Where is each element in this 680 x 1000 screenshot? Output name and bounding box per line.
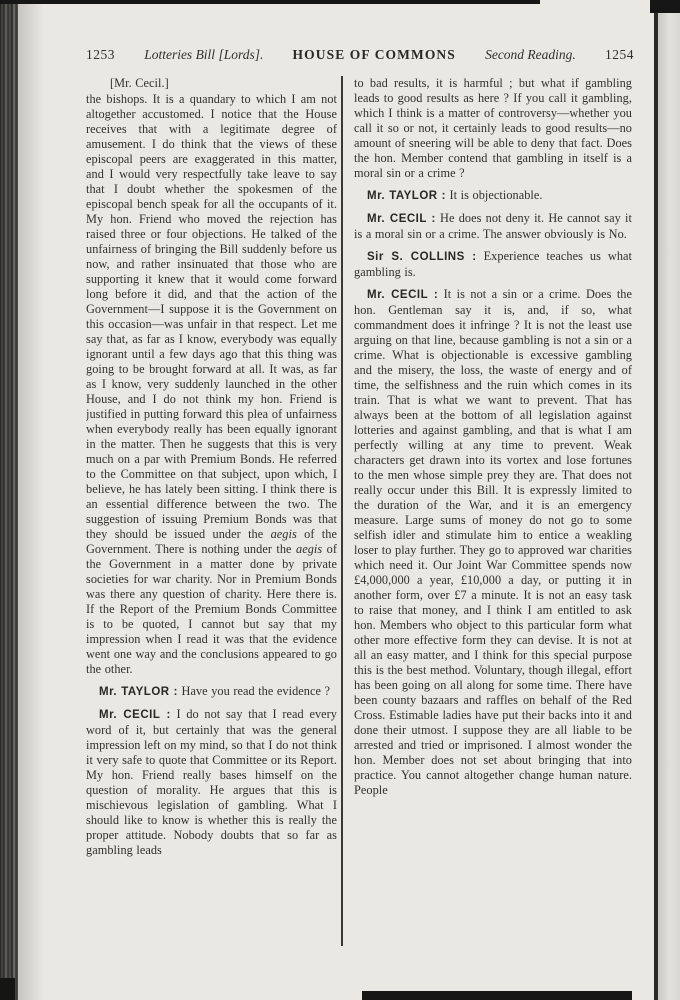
italic-text: aegis <box>270 527 297 541</box>
column-left <box>86 76 337 958</box>
scan-artifact-gutter-shadow <box>18 0 44 1000</box>
scan-artifact-top-edge <box>0 0 540 4</box>
speech-paragraph <box>354 188 632 204</box>
body-text: the bishops. It is a quandary to which I am not altogether accustomed. I notice that the House receives that with a legitimate degree of amusement. I do think that the views of these episcopal peers are exaggerated in this matter, and I would very respectfully take leave to say that I doubt whether the spokesmen of the episcopal bench speak for all the occupants of it. My hon. Friend who moved the rejection has raised three or four objections. He talked of the unfairness of bringing the Bill suddenly before us now, and rather insinuated that those who are supporting it knew that it would come forward long before it did, and that the action of the Government—I suppose it is the Government on this occasion—was unfair in that respect. Let me say that, as far as I know, everybody was equally ignorant until a few days ago that this thing was going to be brought forward at all. It was, as far as I know, very suddenly launched in the other House, and I do not think my hon. Friend is justified in putting forward this plea of unfairness when everybody really has been equally ignorant in the matter. Then he suggests that this is very much on a par with Premium Bonds. He referred to the Committee on that subject, upon which, I believe, he has lately been sitting. I think there is an essential difference between the two. The suggestion of issuing Premium Bonds was that they should be issued under the <box>86 92 337 541</box>
paragraph <box>354 76 632 181</box>
italic-text: aegis <box>296 542 323 556</box>
speech-paragraph <box>354 211 632 242</box>
paragraph <box>86 92 337 677</box>
body-text: [Mr. Cecil.] <box>110 76 169 90</box>
running-header <box>86 47 634 63</box>
body-text: It is not a sin or a crime. Does the hon. Gentleman say it is, and, if so, what commandment does it infringe ? It is not the least use arguing on that line, because gambling is not a sin or a crime. What is objectionable is excessive gambling and the misery, the loss, the waste of energy and of time, the selfishness and the ruin which comes in its train. That is what we want to prevent. That has always been at the bottom of all legislation against lotteries and against gambling, and that is what I am perfectly willing at any time to prevent. Weak characters get drawn into its vortex and lose fortunes to the men whose simple prey they are. That does not really occur under this Bill. It is expressly limited to the duration of the War, and it is an emergency measure. Large sums of money do not go to some selfish idler and stimulate him to entice a weakling loser to play further. They go to approved war charities which need it. Our Joint War Committee spends now £4,000,000 a year, £10,000 a day, or putting it in another form, over £7 a minute. It is not an easy task to raise that money, and I think I am entitled to ask hon. Members who object to this particular form what other more effective form they can devise. It is not at all an easy matter, and I think for this special purpose this is the best method. Voluntary, though illegal, effort has been going on all along for some time. There have been county bazaars and raffles on behalf of the Red Cross. Estimable ladies have put their backs into it and done their utmost. I suppose they are all liable to be arrested and tried or imprisoned. I almost wonder the hon. Member does not set about bringing that into practice. You cannot altogether change human nature. People <box>354 287 632 797</box>
body-text: It is objectionable. <box>446 188 543 202</box>
speaker-name: Mr. TAYLOR : <box>367 190 447 202</box>
body-text: to bad results, it is harmful ; but what if gambling leads to good results as here ? If you call it gambling, which I think is a matter of controversy—whether you call it so or not, it certainly leads to good results—no amount of sneering will be able to deny that fact. Does the hon. Member contend that gambling in itself is a moral sin or a crime ? <box>354 76 632 180</box>
speech-paragraph <box>86 684 337 700</box>
scan-artifact-bottom-bar <box>362 991 632 1000</box>
speech-paragraph <box>86 707 337 858</box>
running-title-right: Second Reading. <box>485 47 576 62</box>
speaker-name: Mr. CECIL : <box>99 709 171 721</box>
page-number-left: 1253 <box>86 47 115 62</box>
column-divider <box>341 76 343 946</box>
scan-artifact-page-edge <box>658 0 680 1000</box>
speech-paragraph <box>354 287 632 798</box>
running-title-left: Lotteries Bill [Lords]. <box>144 47 264 62</box>
speaker-name: Mr. CECIL : <box>367 289 439 301</box>
speaker-name: Mr. TAYLOR : <box>99 686 179 698</box>
speech-paragraph <box>354 249 632 280</box>
body-text: of the Government in a matter done by private societies for war charity. Nor in Premium Bonds was there any question of charity. Here there is. If the Report of the Premium Bonds Committee is to be quoted, I cannot but say that my impression when I read it was that the evidence went one way and the conclusions appeared to go the other. <box>86 542 337 676</box>
speaker-name: Mr. CECIL : <box>367 213 436 225</box>
speaker-name: Sir S. COLLINS : <box>367 251 477 263</box>
body-text: Experience teaches us what gambling is. <box>354 249 632 279</box>
column-right <box>354 76 632 958</box>
text-columns <box>86 76 632 958</box>
body-text: Have you read the evidence ? <box>178 684 331 698</box>
body-text: of the Government. There is nothing under the <box>86 527 337 556</box>
scan-artifact-top-right-corner <box>650 0 680 13</box>
scan-artifact-binding-gutter <box>0 0 18 1000</box>
speaker-attribution <box>86 76 337 91</box>
scan-artifact-bottom-left-corner <box>0 978 15 1000</box>
body-text: He does not deny it. He cannot say it is a moral sin or a crime. The answer obviously is No. <box>354 211 632 241</box>
scan-artifact-right-rule <box>654 0 658 1000</box>
page-number-right: 1254 <box>605 47 634 62</box>
body-text: I do not say that I read every word of it, but certainly that was the general impression left on my mind, so that I do not think it very safe to quote that Committee or its Report. My hon. Friend really bases himself on the question of morality. He argues that this is mischievous legislation of gambling. What I should like to know is whether this is really the proper attitude. Nobody doubts that so far as gambling leads <box>86 707 337 857</box>
running-title-center: HOUSE OF COMMONS <box>292 47 456 62</box>
